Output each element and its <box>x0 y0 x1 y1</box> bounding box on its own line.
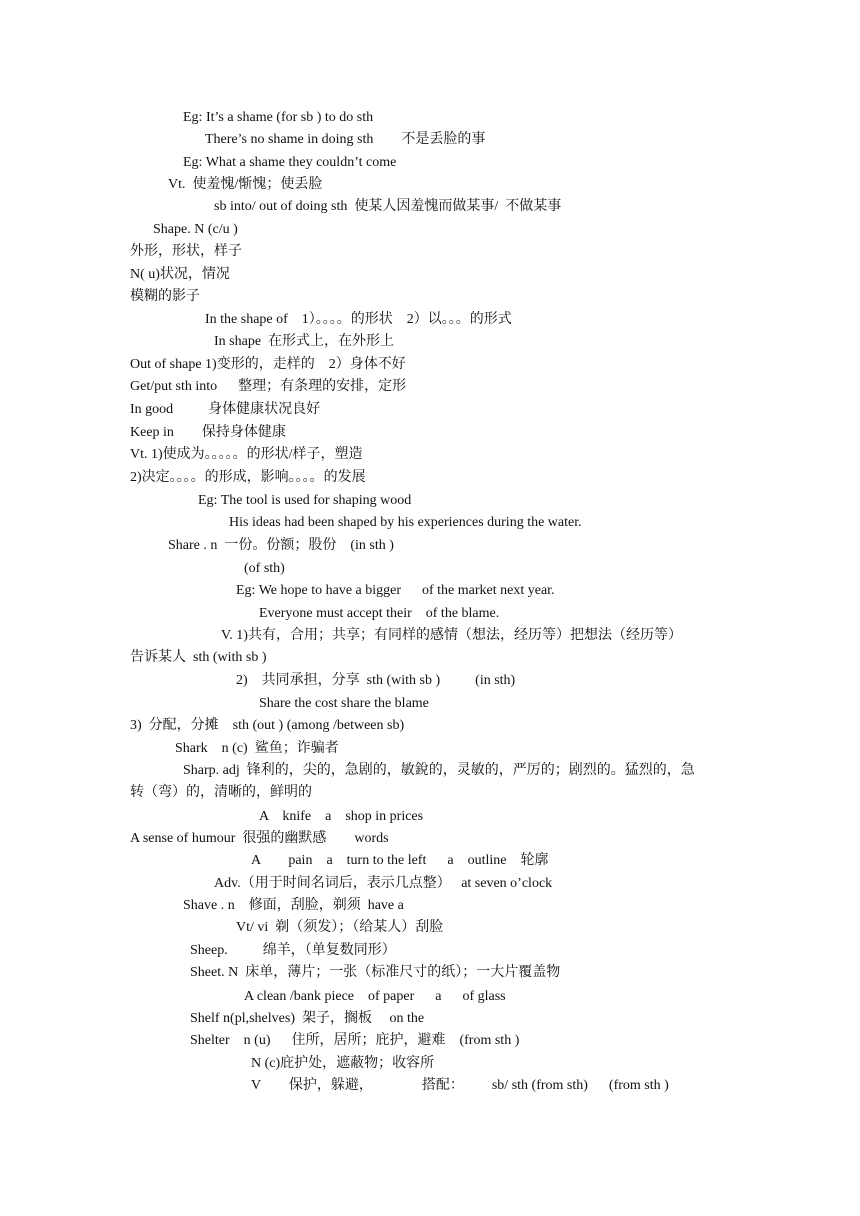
text-line: Everyone must accept their of the blame. <box>259 606 500 621</box>
text-line: In the shape of 1）。。。。的形状 2）以。。。的形式 <box>205 312 512 327</box>
text-line: 告诉某人 sth (with sb ) <box>130 650 267 665</box>
text-line: Vt/ vi 剃（须发）；（给某人）刮脸 <box>236 920 444 935</box>
text-line: 2) 共同承担，分享 sth (with sb ) (in sth) <box>236 673 516 688</box>
text-line: Shape. N (c/u ) <box>153 222 238 237</box>
text-line: Vt. 使羞愧/惭愧；使丢脸 <box>168 177 323 192</box>
text-line: Eg: It’s a shame (for sb ) to do sth <box>183 110 374 125</box>
text-line: V 保护，躲避， 搭配： sb/ sth (from sth) (from sth ) <box>251 1078 669 1093</box>
text-line: A clean /bank piece of paper a of glass <box>244 989 506 1004</box>
text-line: Out of shape 1)变形的，走样的 2）身体不好 <box>130 357 406 372</box>
text-line: Eg: What a shame they couldn’t come <box>183 155 397 170</box>
text-line: N (c)庇护处，遮蔽物；收容所 <box>251 1056 435 1071</box>
text-line: sb into/ out of doing sth 使某人因羞愧而做某事/ 不做某事 <box>214 199 562 214</box>
text-line: Share the cost share the blame <box>259 696 429 711</box>
text-line: Vt. 1)使成为。。。。。的形状/样子，塑造 <box>130 447 363 462</box>
text-line: Shave . n 修面，刮脸，剃须 have a <box>183 898 404 913</box>
text-line: Adv.（用于时间名词后，表示几点整） at seven o’clock <box>214 876 553 891</box>
text-line: A pain a turn to the left a outline 轮廓 <box>251 853 549 868</box>
text-line: Shelter n (u) 住所，居所；庇护，避难 (from sth ) <box>190 1033 520 1048</box>
text-line: A sense of humour 很强的幽默感 words <box>130 831 389 846</box>
text-line: 模糊的影子 <box>130 289 200 304</box>
text-line: (of sth) <box>244 561 285 576</box>
text-line: In shape 在形式上，在外形上 <box>214 334 395 349</box>
text-line: Share . n 一份。份额；股份 (in sth ) <box>168 538 394 553</box>
text-line: There’s no shame in doing sth 不是丢脸的事 <box>205 132 486 147</box>
text-line: Eg: The tool is used for shaping wood <box>198 493 412 508</box>
text-line: In good 身体健康状况良好 <box>130 402 321 417</box>
text-line: Sheep. 绵羊，（单复数同形） <box>190 943 396 958</box>
text-line: 转（弯）的，清晰的，鲜明的 <box>130 785 312 800</box>
text-line: Shelf n(pl,shelves) 架子，搁板 on the <box>190 1011 425 1026</box>
text-line: Sheet. N 床单，薄片；一张（标准尺寸的纸）；一大片覆盖物 <box>190 965 561 980</box>
text-line: 3) 分配，分摊 sth (out ) (among /between sb) <box>130 718 405 733</box>
text-line: N( u)状况，情况 <box>130 267 230 282</box>
text-line: V. 1)共有，合用；共享；有同样的感情（想法，经历等）把想法（经历等） <box>221 628 682 643</box>
text-line: Keep in 保持身体健康 <box>130 425 286 440</box>
text-line: Get/put sth into 整理；有条理的安排，定形 <box>130 379 407 394</box>
text-line: Shark n (c) 鲨鱼；诈骗者 <box>175 741 339 756</box>
text-line: 2)决定。。。。的形成，影响。。。。的发展 <box>130 470 366 485</box>
text-line: His ideas had been shaped by his experiences during the water. <box>229 515 582 530</box>
text-line: A knife a shop in prices <box>259 809 424 824</box>
text-line: Sharp. adj 锋利的，尖的，急剧的，敏銳的，灵敏的，严厉的；剧烈的。猛烈的，急 <box>183 763 695 778</box>
text-line: 外形，形状，样子 <box>130 244 242 259</box>
text-line: Eg: We hope to have a bigger of the market next year. <box>236 583 555 598</box>
